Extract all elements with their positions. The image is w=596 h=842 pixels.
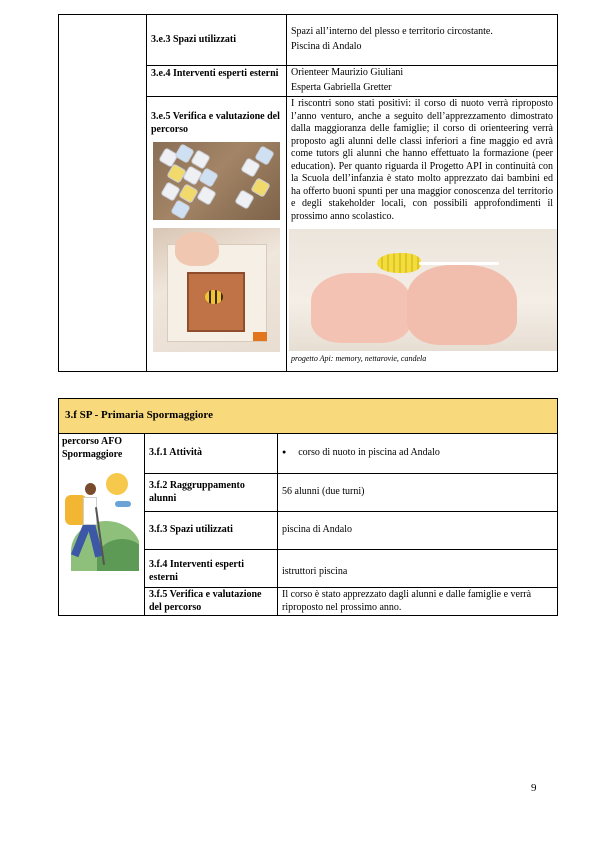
section-header-3f: 3.f SP - Primaria Spormaggiore: [59, 399, 558, 434]
bee-tile-photo: [153, 228, 280, 352]
row-label-3f4: 3.f.4 Interventi esperti esterni: [145, 550, 278, 588]
row-label-3f2: 3.f.2 Raggruppamento alunni: [145, 474, 278, 512]
page-number: 9: [531, 782, 537, 794]
value-3f2: 56 alunni (due turni): [278, 474, 558, 512]
value-3f4: istruttori piscina: [278, 550, 558, 588]
table-3f: [58, 398, 558, 616]
bullet-list-item: ● corso di nuoto in piscina ad Andalo: [282, 447, 440, 458]
table-3f-side-cell: [59, 434, 145, 616]
photo-caption: progetto Api: memory, nettarovie, candela: [291, 354, 427, 363]
table-3e: [58, 14, 558, 372]
hiker-illustration: [63, 467, 139, 571]
table-row-value: [278, 434, 558, 474]
table-row-value: [287, 66, 558, 97]
value-3f5: Il corso è stato apprezzato dagli alunni e dalle famiglie e verrà riproposto nel prossimo anno.: [278, 588, 558, 616]
value-3e4-line2: Esperta Gabriella Gretter: [291, 81, 392, 93]
table-row-value: [287, 97, 558, 372]
row-label-3e4: 3.e.4 Interventi esperti esterni: [151, 68, 279, 79]
memory-game-photo: [153, 142, 280, 220]
row-label-3e5: 3.e.5 Verifica e valutazione del percorso: [151, 111, 280, 135]
row-label-3e3: 3.e.3 Spazi utilizzati: [151, 33, 236, 45]
candle-making-photo: [289, 229, 557, 351]
row-label-3f1: 3.f.1 Attività: [145, 434, 278, 474]
table-row-label: [147, 15, 287, 66]
table-row-value: [287, 15, 558, 66]
value-3e3-line1: Spazi all’interno del plesso e territorio circostante.: [291, 26, 493, 37]
table-row-label: [147, 66, 287, 97]
table-row-label: [147, 97, 287, 372]
row-label-3f5: 3.f.5 Verifica e valutazione del percorso: [145, 588, 278, 616]
value-3e3-line2: Piscina di Andalo: [291, 40, 362, 52]
row-label-3f3: 3.f.3 Spazi utilizzati: [145, 512, 278, 550]
value-3f3: piscina di Andalo: [278, 512, 558, 550]
value-3e5-paragraph: I riscontri sono stati positivi: il corso di nuoto verrà riproposto l’anno venturo, anche a seguito dell’apprezzamento dimostrato dalla maggioranza delle famiglie; il corso di orienteering verrà proposto agli alunni delle classi inferiori a fine maggio ed avrà come tutors gli alunni che hanno effettuato la formazione (peer education). Per quanto riguarda il Progetto API in continuità con la Scuola dell’infanzia è stato molto apprezzato dai bambini ed ha offerto buoni spunti per una maggior conoscenza del territorio e degli stakeholder locali, con possibili approfondimenti il prossimo anno scolastico.: [291, 98, 553, 222]
value-3e4-line1: Orienteer Maurizio Giuliani: [291, 67, 404, 78]
side-label: percorso AFO Spormaggiore: [62, 436, 123, 460]
table-3e-side-cell: [59, 15, 147, 372]
